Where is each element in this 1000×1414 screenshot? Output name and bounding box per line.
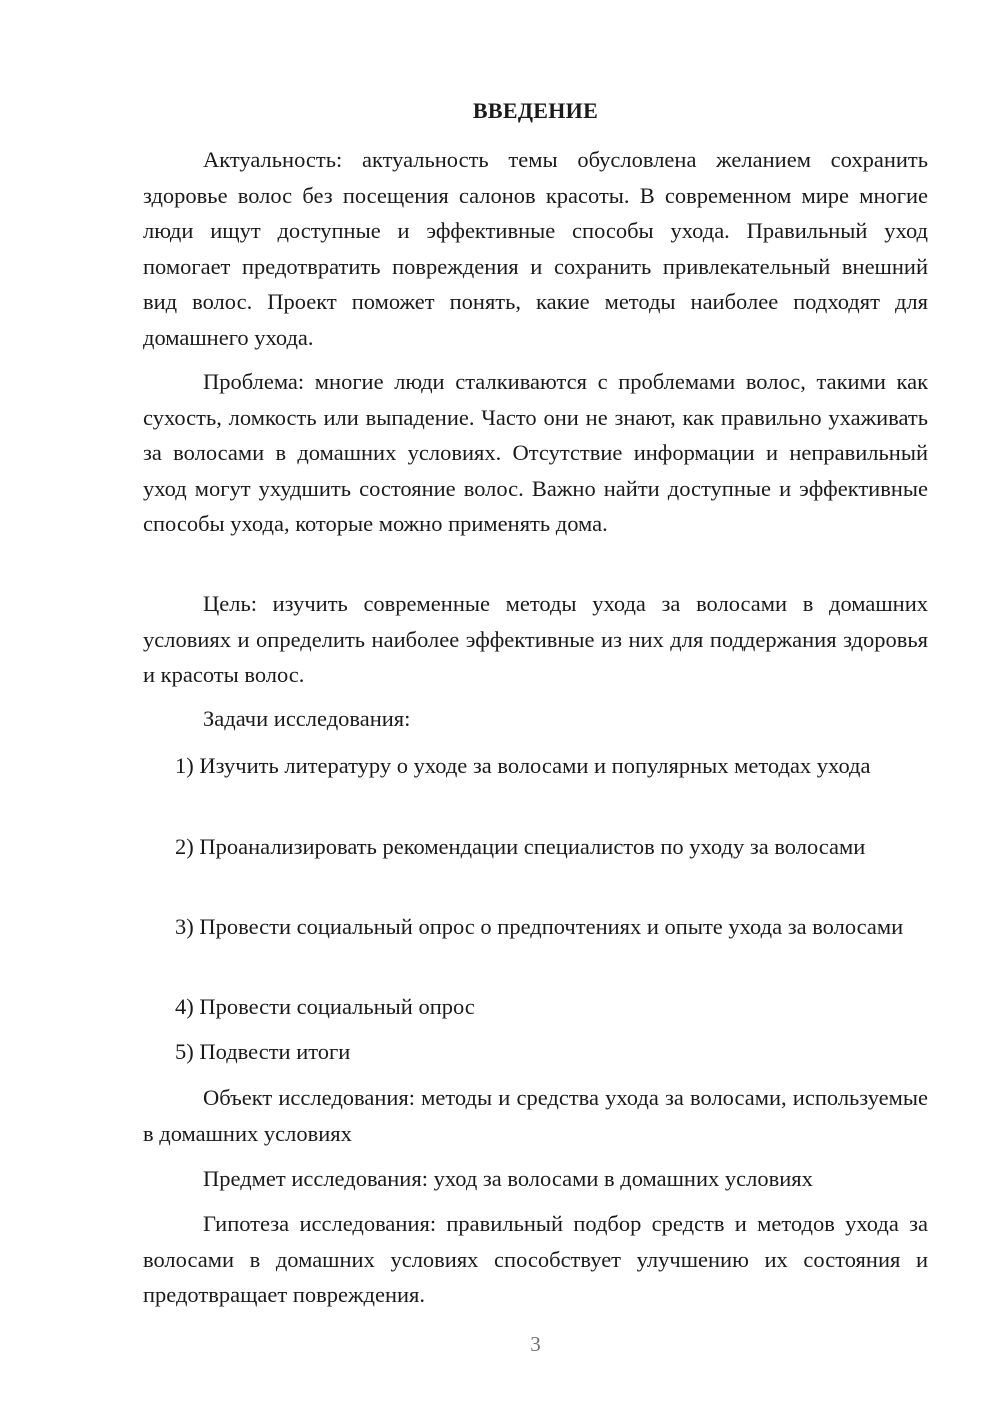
paragraph-goal: Цель: изучить современные методы ухода за волосами в домашних условиях и определить наиболее эффективные из них для поддержания здоровья и красоты волос.	[143, 591, 928, 687]
paragraph-relevance: Актуальность: актуальность темы обусловлена желанием сохранить здоровье волос без посещения салонов красоты. В современном мире многие люди ищут доступные и эффективные способы ухода. Правильный уход помогает предотвратить повреждения и сохранить привлекательный внешний вид волос. Проект поможет понять, какие методы наиболее подходят для домашнего ухода.	[143, 147, 928, 350]
document-page	[143, 0, 928, 1414]
tasks-heading: Задачи исследования:	[203, 706, 411, 731]
paragraph-problem: Проблема: многие люди сталкиваются с проблемами волос, такими как сухость, ломкость или выпадение. Часто они не знают, как правильно ухаживать за волосами в домашних условиях. Отсутствие информации и неправильный уход могут ухудшить состояние волос. Важно найти доступные и эффективные способы ухода, которые можно применять дома.	[143, 369, 928, 536]
task-item-3: 3) Провести социальный опрос о предпочтениях и опыте ухода за волосами	[175, 914, 904, 939]
task-item-2: 2) Проанализировать рекомендации специалистов по уходу за волосами	[175, 834, 866, 859]
paragraph-hypothesis: Гипотеза исследования: правильный подбор средств и методов ухода за волосами в домашних условиях способствует улучшению их состояния и предотвращает повреждения.	[143, 1211, 928, 1307]
task-item-4: 4) Провести социальный опрос	[175, 994, 475, 1019]
task-item-5: 5) Подвести итоги	[175, 1039, 351, 1064]
section-title: ВВЕДЕНИЕ	[472, 98, 599, 123]
task-item-1: 1) Изучить литературу о уходе за волосами и популярных методах ухода	[175, 753, 871, 778]
paragraph-object: Объект исследования: методы и средства ухода за волосами, используемые в домашних условиях	[143, 1085, 928, 1146]
paragraph-subject: Предмет исследования: уход за волосами в домашних условиях	[203, 1166, 813, 1191]
page-number: 3	[530, 1332, 541, 1356]
